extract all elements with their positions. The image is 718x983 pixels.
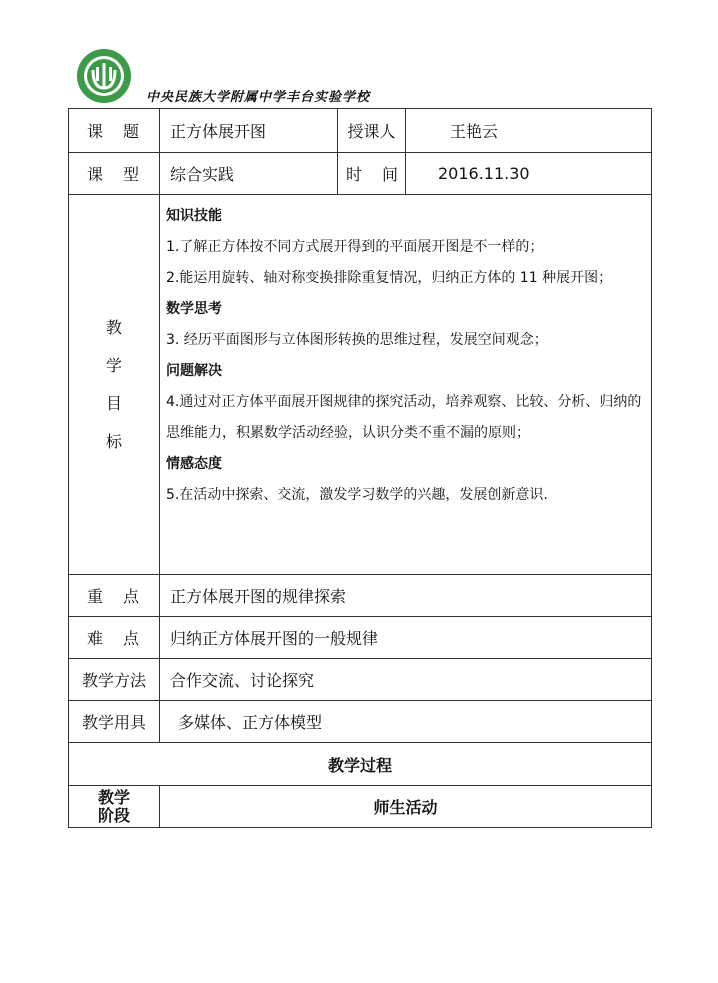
process-header-row bbox=[69, 786, 652, 828]
topic-row bbox=[69, 109, 652, 153]
difficulty-label: 难 点 bbox=[69, 617, 160, 659]
school-logo-icon bbox=[76, 48, 132, 104]
key-point-value: 正方体展开图的规律探索 bbox=[160, 575, 652, 617]
key-point-label: 重 点 bbox=[69, 575, 160, 617]
goals-content bbox=[160, 195, 652, 575]
type-row bbox=[69, 153, 652, 195]
method-label: 教学方法 bbox=[69, 659, 160, 701]
goal-item: 2.能运用旋转、轴对称变换排除重复情况，归纳正方体的 11 种展开图； bbox=[166, 270, 613, 286]
key-point-row bbox=[69, 575, 652, 617]
tools-label: 教学用具 bbox=[69, 701, 160, 743]
goal-item: 5.在活动中探索、交流，激发学习数学的兴趣，发展创新意识. bbox=[166, 487, 548, 503]
goal-heading: 知识技能 bbox=[166, 208, 222, 224]
goals-row bbox=[69, 195, 652, 575]
teacher-value: 王艳云 bbox=[406, 109, 652, 153]
topic-value: 正方体展开图 bbox=[160, 109, 338, 153]
teacher-label: 授课人 bbox=[338, 109, 406, 153]
goals-label: 教 学 目 标 bbox=[69, 195, 160, 575]
goal-item: 3. 经历平面图形与立体图形转换的思维过程，发展空间观念； bbox=[166, 332, 548, 348]
goal-item: 1.了解正方体按不同方式展开得到的平面展开图是不一样的； bbox=[166, 239, 544, 255]
goal-item: 4.通过对正方体平面展开图规律的探究活动，培养观察、比较、分析、归纳的思维能力，积累数学活动经验，认识分类不重不漏的原则； bbox=[166, 394, 642, 441]
type-value: 综合实践 bbox=[160, 153, 338, 195]
method-value: 合作交流、讨论探究 bbox=[160, 659, 652, 701]
difficulty-value: 归纳正方体展开图的一般规律 bbox=[160, 617, 652, 659]
method-row bbox=[69, 659, 652, 701]
goal-heading: 数学思考 bbox=[166, 301, 222, 317]
tools-row bbox=[69, 701, 652, 743]
document-header bbox=[76, 48, 676, 108]
process-title-row bbox=[69, 743, 652, 786]
tools-value: 多媒体、正方体模型 bbox=[160, 701, 652, 743]
process-title: 教学过程 bbox=[69, 743, 652, 786]
goal-heading: 问题解决 bbox=[166, 363, 222, 379]
time-value: 2016.11.30 bbox=[406, 153, 652, 195]
activity-header: 师生活动 bbox=[160, 786, 652, 828]
type-label: 课 型 bbox=[69, 153, 160, 195]
topic-label: 课 题 bbox=[69, 109, 160, 153]
lesson-plan-table bbox=[68, 108, 652, 828]
difficulty-row bbox=[69, 617, 652, 659]
stage-header: 教学 阶段 bbox=[69, 786, 160, 828]
goal-heading: 情感态度 bbox=[166, 456, 222, 472]
time-label: 时 间 bbox=[338, 153, 406, 195]
school-name: 中央民族大学附属中学丰台实验学校 bbox=[146, 90, 371, 105]
